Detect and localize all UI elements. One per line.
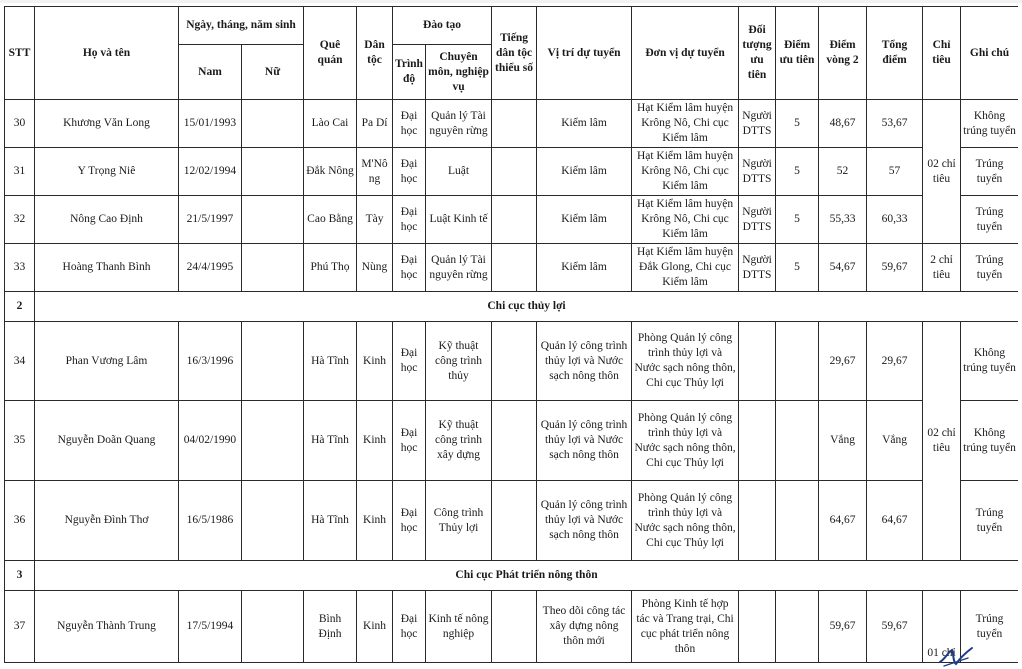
cell-doi-tuong bbox=[739, 401, 776, 481]
cell-tong-diem: 59,67 bbox=[867, 244, 923, 292]
cell-don-vi: Hạt Kiểm lâm huyện Krông Nô, Chi cục Kiểm lâm bbox=[632, 148, 739, 196]
cell-diem-uu-tien bbox=[776, 481, 819, 561]
cell-trinh-do: Đại học bbox=[393, 100, 426, 148]
cell-dob-nam: 12/02/1994 bbox=[179, 148, 242, 196]
cell-ghi-chu: Trúng tuyển bbox=[961, 196, 1018, 244]
table-row bbox=[5, 481, 1019, 561]
cell-vi-tri: Kiểm lâm bbox=[537, 196, 632, 244]
cell-dob-nu bbox=[242, 244, 304, 292]
cell-vi-tri: Theo dõi công tác xây dựng nông thôn mới bbox=[537, 591, 632, 663]
cell-dob-nu bbox=[242, 196, 304, 244]
cell-chuyen-mon: Công trình Thủy lợi bbox=[426, 481, 492, 561]
cell-dob-nam: 04/02/1990 bbox=[179, 401, 242, 481]
cell-name: Nông Cao Định bbox=[35, 196, 179, 244]
cell-don-vi: Hạt Kiểm lâm huyện Đắk Glong, Chi cục Kiểm lâm bbox=[632, 244, 739, 292]
section-number: 2 bbox=[5, 292, 35, 322]
col-stt: STT bbox=[5, 7, 35, 100]
document-page bbox=[4, 6, 1018, 669]
col-dao-tao: Đào tạo bbox=[393, 7, 492, 45]
cell-trinh-do: Đại học bbox=[393, 196, 426, 244]
scan-edge bbox=[0, 0, 1022, 3]
cell-dob-nu bbox=[242, 322, 304, 401]
cell-que-quan: Phú Thọ bbox=[304, 244, 357, 292]
cell-dan-toc: Kinh bbox=[357, 591, 393, 663]
cell-tong-diem: 64,67 bbox=[867, 481, 923, 561]
section-title: Chi cục thủy lợi bbox=[35, 292, 1019, 322]
cell-vi-tri: Kiểm lâm bbox=[537, 148, 632, 196]
cell-diem-uu-tien: 5 bbox=[776, 148, 819, 196]
cell-dan-toc: Kinh bbox=[357, 481, 393, 561]
cell-tong-diem: Vắng bbox=[867, 401, 923, 481]
cell-tieng-dtts bbox=[492, 196, 537, 244]
cell-dan-toc: M'Nông bbox=[357, 148, 393, 196]
cell-dob-nu bbox=[242, 148, 304, 196]
cell-don-vi: Phòng Quản lý công trình thủy lợi và Nước sạch nông thôn, Chi cục Thủy lợi bbox=[632, 401, 739, 481]
cell-trinh-do: Đại học bbox=[393, 322, 426, 401]
cell-chuyen-mon: Quản lý Tài nguyên rừng bbox=[426, 100, 492, 148]
cell-tong-diem: 53,67 bbox=[867, 100, 923, 148]
cell-diem-vong2: 64,67 bbox=[819, 481, 867, 561]
cell-dob-nam: 16/5/1986 bbox=[179, 481, 242, 561]
col-que-quan: Quê quán bbox=[304, 7, 357, 100]
cell-dob-nu bbox=[242, 591, 304, 663]
cell-dob-nam: 15/01/1993 bbox=[179, 100, 242, 148]
cell-name: Y Trọng Niê bbox=[35, 148, 179, 196]
table-row bbox=[5, 401, 1019, 481]
cell-tong-diem: 59,67 bbox=[867, 591, 923, 663]
cell-dan-toc: Kinh bbox=[357, 401, 393, 481]
cell-dob-nu bbox=[242, 481, 304, 561]
cell-diem-uu-tien bbox=[776, 322, 819, 401]
cell-trinh-do: Đại học bbox=[393, 401, 426, 481]
cell-doi-tuong bbox=[739, 322, 776, 401]
cell-doi-tuong: Người DTTS bbox=[739, 196, 776, 244]
table-body bbox=[5, 100, 1019, 663]
cell-stt: 30 bbox=[5, 100, 35, 148]
cell-trinh-do: Đại học bbox=[393, 591, 426, 663]
cell-dob-nam: 21/5/1997 bbox=[179, 196, 242, 244]
cell-tieng-dtts bbox=[492, 148, 537, 196]
cell-tong-diem: 29,67 bbox=[867, 322, 923, 401]
table-row bbox=[5, 196, 1019, 244]
cell-don-vi: Phòng Quản lý công trình thủy lợi và Nước sạch nông thôn, Chi cục Thủy lợi bbox=[632, 322, 739, 401]
cell-diem-vong2: 59,67 bbox=[819, 591, 867, 663]
handwritten-initial-mark bbox=[938, 640, 978, 668]
cell-chi-tieu: 01 chỉ bbox=[923, 591, 961, 663]
cell-diem-uu-tien: 5 bbox=[776, 196, 819, 244]
col-tong-diem: Tổng điểm bbox=[867, 7, 923, 100]
cell-tieng-dtts bbox=[492, 481, 537, 561]
cell-vi-tri: Quản lý công trình thủy lợi và Nước sạch nông thôn bbox=[537, 401, 632, 481]
cell-stt: 37 bbox=[5, 591, 35, 663]
cell-chi-tieu: 02 chỉ tiêu bbox=[923, 100, 961, 244]
col-diem-uu-tien: Điểm ưu tiên bbox=[776, 7, 819, 100]
col-vi-tri: Vị trí dự tuyển bbox=[537, 7, 632, 100]
cell-chuyen-mon: Kinh tế nông nghiệp bbox=[426, 591, 492, 663]
cell-ghi-chu: Không trúng tuyển bbox=[961, 401, 1018, 481]
cell-chuyen-mon: Kỹ thuật công trình xây dựng bbox=[426, 401, 492, 481]
cell-chuyen-mon: Luật Kinh tế bbox=[426, 196, 492, 244]
col-dan-toc: Dân tộc bbox=[357, 7, 393, 100]
table-row bbox=[5, 322, 1019, 401]
table-row bbox=[5, 148, 1019, 196]
cell-doi-tuong: Người DTTS bbox=[739, 244, 776, 292]
cell-stt: 33 bbox=[5, 244, 35, 292]
cell-vi-tri: Quản lý công trình thủy lợi và Nước sạch nông thôn bbox=[537, 322, 632, 401]
cell-name: Khương Văn Long bbox=[35, 100, 179, 148]
cell-ghi-chu: Không trúng tuyển bbox=[961, 322, 1018, 401]
cell-stt: 34 bbox=[5, 322, 35, 401]
cell-que-quan: Hà Tĩnh bbox=[304, 401, 357, 481]
cell-doi-tuong bbox=[739, 591, 776, 663]
cell-dob-nam: 16/3/1996 bbox=[179, 322, 242, 401]
col-chi-tieu: Chỉ tiêu bbox=[923, 7, 961, 100]
table-row bbox=[5, 591, 1019, 663]
cell-chuyen-mon: Luật bbox=[426, 148, 492, 196]
cell-que-quan: Hà Tĩnh bbox=[304, 322, 357, 401]
cell-chi-tieu: 02 chỉ tiêu bbox=[923, 322, 961, 561]
cell-dan-toc: Kinh bbox=[357, 322, 393, 401]
cell-diem-vong2: 52 bbox=[819, 148, 867, 196]
col-ngay-sinh: Ngày, tháng, năm sinh bbox=[179, 7, 304, 45]
cell-diem-uu-tien: 5 bbox=[776, 100, 819, 148]
cell-dan-toc: Nùng bbox=[357, 244, 393, 292]
cell-ghi-chu: Trúng tuyển bbox=[961, 244, 1018, 292]
cell-name: Phan Vương Lâm bbox=[35, 322, 179, 401]
cell-trinh-do: Đại học bbox=[393, 244, 426, 292]
cell-diem-vong2: 54,67 bbox=[819, 244, 867, 292]
cell-name: Nguyễn Thành Trung bbox=[35, 591, 179, 663]
cell-chuyen-mon: Quản lý Tài nguyên rừng bbox=[426, 244, 492, 292]
cell-ghi-chu: Trúng tuyển bbox=[961, 481, 1018, 561]
cell-doi-tuong: Người DTTS bbox=[739, 100, 776, 148]
cell-diem-vong2: 48,67 bbox=[819, 100, 867, 148]
col-ho-ten: Họ và tên bbox=[35, 7, 179, 100]
cell-diem-vong2: Vắng bbox=[819, 401, 867, 481]
cell-don-vi: Phòng Kinh tế hợp tác và Trang trại, Chi cục phát triển nông thôn bbox=[632, 591, 739, 663]
col-tieng-dtts: Tiếng dân tộc thiểu số bbox=[492, 7, 537, 100]
cell-vi-tri: Kiểm lâm bbox=[537, 244, 632, 292]
section-row bbox=[5, 561, 1019, 591]
cell-vi-tri: Kiểm lâm bbox=[537, 100, 632, 148]
cell-que-quan: Cao Bằng bbox=[304, 196, 357, 244]
col-nam: Nam bbox=[179, 45, 242, 100]
cell-dob-nu bbox=[242, 100, 304, 148]
cell-doi-tuong: Người DTTS bbox=[739, 148, 776, 196]
cell-que-quan: Bình Định bbox=[304, 591, 357, 663]
cell-diem-vong2: 29,67 bbox=[819, 322, 867, 401]
col-diem-vong2: Điểm vòng 2 bbox=[819, 7, 867, 100]
cell-diem-uu-tien bbox=[776, 591, 819, 663]
cell-chuyen-mon: Kỹ thuật công trình thủy bbox=[426, 322, 492, 401]
cell-name: Nguyễn Đình Thơ bbox=[35, 481, 179, 561]
cell-name: Nguyễn Doãn Quang bbox=[35, 401, 179, 481]
cell-stt: 35 bbox=[5, 401, 35, 481]
col-chuyen-mon: Chuyên môn, nghiệp vụ bbox=[426, 45, 492, 100]
cell-stt: 36 bbox=[5, 481, 35, 561]
cell-stt: 32 bbox=[5, 196, 35, 244]
cell-que-quan: Đắk Nông bbox=[304, 148, 357, 196]
cell-dob-nam: 24/4/1995 bbox=[179, 244, 242, 292]
table-header bbox=[5, 7, 1019, 100]
cell-que-quan: Lào Cai bbox=[304, 100, 357, 148]
col-doi-tuong: Đối tượng ưu tiên bbox=[739, 7, 776, 100]
cell-diem-vong2: 55,33 bbox=[819, 196, 867, 244]
col-nu: Nữ bbox=[242, 45, 304, 100]
cell-tieng-dtts bbox=[492, 100, 537, 148]
cell-ghi-chu: Không trúng tuyển bbox=[961, 100, 1018, 148]
result-table bbox=[4, 6, 1018, 663]
cell-ghi-chu: Trúng tuyển bbox=[961, 148, 1018, 196]
cell-don-vi: Phòng Quản lý công trình thủy lợi và Nước sạch nông thôn, Chi cục Thủy lợi bbox=[632, 481, 739, 561]
cell-name: Hoàng Thanh Bình bbox=[35, 244, 179, 292]
section-row bbox=[5, 292, 1019, 322]
col-trinh-do: Trình độ bbox=[393, 45, 426, 100]
cell-trinh-do: Đại học bbox=[393, 148, 426, 196]
cell-don-vi: Hạt Kiểm lâm huyện Krông Nô, Chi cục Kiểm lâm bbox=[632, 196, 739, 244]
table-row bbox=[5, 244, 1019, 292]
cell-dan-toc: Pa Dí bbox=[357, 100, 393, 148]
cell-dob-nam: 17/5/1994 bbox=[179, 591, 242, 663]
cell-ghi-chu: Trúng tuyển bbox=[961, 591, 1018, 663]
cell-stt: 31 bbox=[5, 148, 35, 196]
table-row bbox=[5, 100, 1019, 148]
col-don-vi: Đơn vị dự tuyển bbox=[632, 7, 739, 100]
cell-tong-diem: 57 bbox=[867, 148, 923, 196]
cell-tieng-dtts bbox=[492, 244, 537, 292]
cell-dob-nu bbox=[242, 401, 304, 481]
cell-tong-diem: 60,33 bbox=[867, 196, 923, 244]
cell-diem-uu-tien bbox=[776, 401, 819, 481]
cell-dan-toc: Tày bbox=[357, 196, 393, 244]
cell-don-vi: Hạt Kiểm lâm huyện Krông Nô, Chi cục Kiểm lâm bbox=[632, 100, 739, 148]
cell-vi-tri: Quản lý công trình thủy lợi và Nước sạch nông thôn bbox=[537, 481, 632, 561]
section-number: 3 bbox=[5, 561, 35, 591]
cell-tieng-dtts bbox=[492, 401, 537, 481]
cell-doi-tuong bbox=[739, 481, 776, 561]
cell-que-quan: Hà Tĩnh bbox=[304, 481, 357, 561]
col-ghi-chu: Ghi chú bbox=[961, 7, 1018, 100]
cell-tieng-dtts bbox=[492, 322, 537, 401]
cell-diem-uu-tien: 5 bbox=[776, 244, 819, 292]
cell-trinh-do: Đại học bbox=[393, 481, 426, 561]
cell-chi-tieu: 2 chỉ tiêu bbox=[923, 244, 961, 292]
section-title: Chi cục Phát triển nông thôn bbox=[35, 561, 1019, 591]
cell-tieng-dtts bbox=[492, 591, 537, 663]
